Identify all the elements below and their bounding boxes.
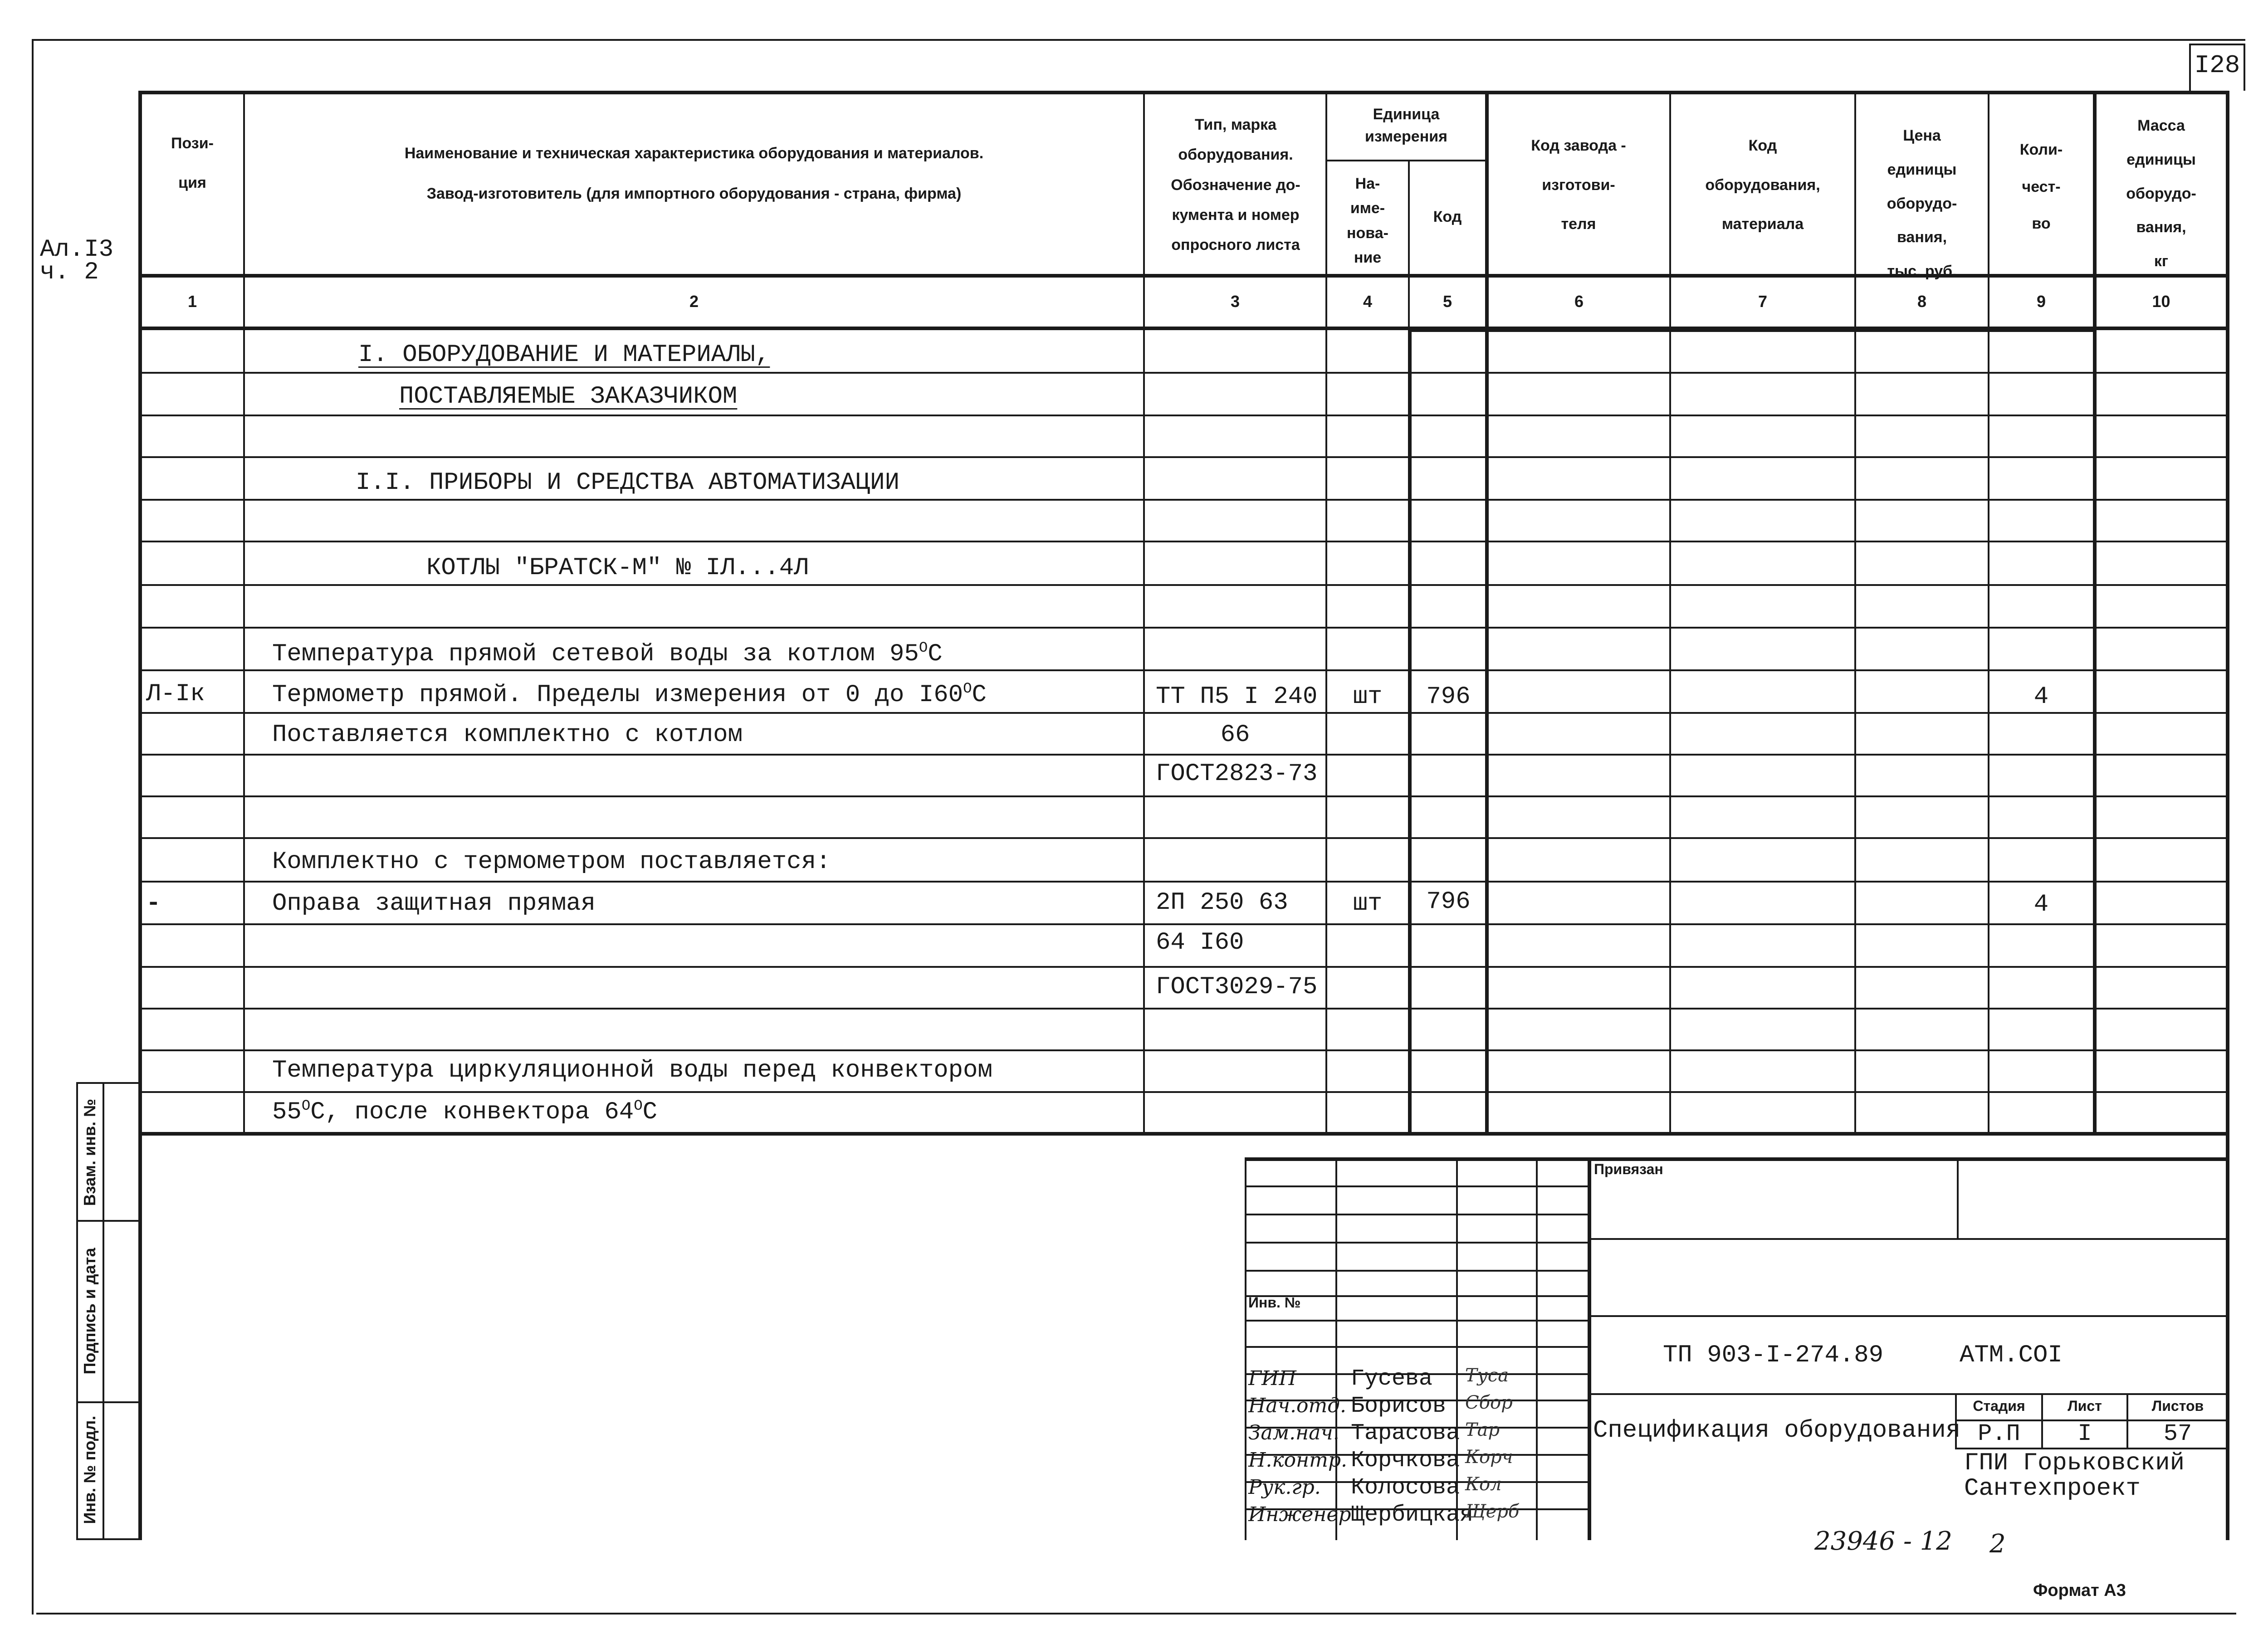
- col-num-7: 7: [1758, 292, 1768, 311]
- table-bottom: [138, 1132, 2229, 1136]
- signer-role: Рук.гр.: [1248, 1476, 1321, 1499]
- row-qty-sleeve: 4: [2033, 891, 2049, 918]
- stamp-sheet-value: I: [2077, 1420, 2092, 1447]
- row-divider: [138, 456, 2229, 458]
- side-stamp-sign-date: Подпись и дата: [80, 1248, 99, 1375]
- row-desc-circulation-temp-cont: $55^OC$, после конвектора $64^OC$: [272, 1097, 658, 1126]
- header-unit: Единица измерения: [1365, 106, 1447, 146]
- row-desc-sleeve: Оправа защитная прямая: [272, 890, 596, 917]
- stamp-top: [1245, 1157, 2229, 1161]
- stamp-stage-value: Р.П: [1978, 1420, 2020, 1447]
- boiler-title: КОТЛЫ "БРАТСК-М" № IЛ...4Л: [426, 554, 809, 582]
- header-mass: Масса единицы оборудо- вания, кг: [2126, 117, 2196, 270]
- row-type-gost-3029: ГОСТ3029-75: [1156, 973, 1318, 1001]
- format-label: Формат А3: [2033, 1581, 2126, 1600]
- row-divider: [138, 541, 2229, 542]
- row-desc-thermometer: Термометр прямой. Пределы измерения от 0 до $I60^OC$: [272, 680, 987, 709]
- row-unit-thermometer: шт: [1353, 683, 1383, 711]
- row-unit-sleeve: шт: [1353, 890, 1383, 917]
- row-divider: [138, 712, 2229, 714]
- signer-name: Колосова: [1351, 1475, 1460, 1501]
- row-divider: [138, 881, 2229, 883]
- row-divider: [138, 754, 2229, 756]
- row-divider: [138, 584, 2229, 586]
- stamp-row-divider: [1245, 1185, 1589, 1187]
- table-top: [138, 91, 2229, 94]
- stamp-org-line2: Сантехпроект: [1964, 1475, 2141, 1502]
- row-divider: [138, 1008, 2229, 1010]
- row-divider: [138, 923, 2229, 925]
- stamp-attached-label: Привязан: [1594, 1161, 1663, 1177]
- row-type-sleeve-cont: 64 I60: [1156, 929, 1244, 956]
- row-desc-forward-water-temp: Температура прямой сетевой воды за котлом $95^OC$: [272, 639, 943, 668]
- signer-signature: Туса: [1465, 1365, 1509, 1386]
- signer-role: Инженер: [1248, 1503, 1351, 1526]
- row-divider: [138, 966, 2229, 968]
- signer-role: Нач.отд.: [1248, 1394, 1347, 1417]
- row-code-thermometer: 796: [1426, 683, 1471, 711]
- signer-name: Борисов: [1351, 1393, 1447, 1419]
- stamp-row-divider: [1245, 1214, 1589, 1215]
- col-num-1: 1: [187, 292, 197, 311]
- signer-name: Гусева: [1351, 1366, 1433, 1392]
- row-desc-supplied-with-boiler: Поставляется комплектно с котлом: [272, 721, 743, 749]
- header-equipment-code: Код оборудования, материала: [1705, 137, 1820, 233]
- stamp-sheets-value: 57: [2163, 1420, 2192, 1447]
- row-desc-supplied-with-thermometer: Комплектно с термометром поставляется:: [272, 848, 831, 876]
- row-divider: [138, 499, 2229, 501]
- side-stamp-replace-inv: Взам. инв. №: [80, 1098, 99, 1206]
- section-title-1: I. ОБОРУДОВАНИЕ И МАТЕРИАЛЫ,: [358, 341, 770, 369]
- table-right: [2226, 91, 2229, 1540]
- signer-signature: Щерб: [1465, 1501, 1520, 1522]
- frame-bottom: [36, 1613, 2236, 1614]
- stamp-sheets-label: Листов: [2151, 1398, 2204, 1414]
- stamp-org-line1: ГПИ Горьковский: [1964, 1449, 2185, 1477]
- row-divider: [138, 837, 2229, 839]
- section-title-2: ПОСТАВЛЯЕМЫЕ ЗАКАЗЧИКОМ: [399, 383, 738, 410]
- stamp-doc-suffix: АТМ.СОI: [1960, 1341, 2063, 1369]
- signer-signature: Сбор: [1465, 1392, 1513, 1413]
- frame-left: [32, 39, 34, 1614]
- signer-signature: Кол: [1465, 1474, 1502, 1495]
- col-num-4: 4: [1363, 292, 1373, 311]
- header-name: Наименование и техническая характеристика оборудования и материалов. Завод-изготовитель (для импортного оборудования - страна, фирма): [404, 145, 984, 202]
- row-pos-sleeve: -: [146, 890, 161, 917]
- header-type: Тип, марка оборудования. Обозначение до- кумента и номер опросного листа: [1171, 116, 1300, 254]
- row-type-cont: 66: [1220, 721, 1250, 749]
- stamp-row-divider: [1245, 1346, 1589, 1348]
- row-type-gost-2823: ГОСТ2823-73: [1156, 760, 1318, 788]
- col-num-8: 8: [1917, 292, 1927, 311]
- side-stamp-inv-orig: Инв. № подл.: [80, 1415, 99, 1524]
- stamp-inv-label: Инв. №: [1248, 1294, 1301, 1311]
- stamp-doc-code: ТП 903-I-274.89: [1663, 1341, 1884, 1369]
- signer-name: Щербицкая: [1351, 1502, 1474, 1528]
- signer-name: Корчкова: [1351, 1448, 1460, 1473]
- col-num-6: 6: [1574, 292, 1584, 311]
- frame-top: [32, 39, 2245, 41]
- row-type-sleeve: 2П 250 63: [1156, 889, 1288, 917]
- row-divider: [138, 1091, 2229, 1093]
- header-unit-name: На- име- нова- ние: [1347, 175, 1388, 267]
- row-divider: [138, 415, 2229, 416]
- signer-signature: Корч: [1465, 1447, 1513, 1468]
- signer-role: Н.контр.: [1248, 1449, 1347, 1472]
- signer-role: ГИП: [1248, 1367, 1296, 1390]
- margin-ref-part: ч. 2: [40, 259, 99, 286]
- header-unit-code: Код: [1433, 208, 1462, 225]
- row-divider: [138, 627, 2229, 629]
- stamp-sheet-label: Лист: [2068, 1398, 2102, 1414]
- col-num-5: 5: [1442, 292, 1452, 311]
- row-qty-thermometer: 4: [2033, 683, 2049, 711]
- signer-role: Зам.нач.: [1248, 1421, 1339, 1444]
- col-num-3: 3: [1230, 292, 1240, 311]
- header-position: Пози- ция: [171, 135, 214, 191]
- row-divider: [138, 795, 2229, 797]
- sheet-number: I28: [2194, 51, 2240, 80]
- stamp-row-divider: [1245, 1320, 1589, 1322]
- signer-signature: Тар: [1465, 1419, 1500, 1440]
- header-quantity: Коли- чест- во: [2019, 141, 2063, 233]
- archive-number-suffix: 2: [1989, 1529, 2006, 1559]
- stamp-row-divider: [1245, 1270, 1589, 1272]
- row-divider: [138, 1049, 2229, 1051]
- signer-name: Тарасова: [1351, 1420, 1460, 1446]
- subsection-title: I.I. ПРИБОРЫ И СРЕДСТВА АВТОМАТИЗАЦИИ: [356, 469, 899, 497]
- row-desc-circulation-temp: Температура циркуляционной воды перед конвектором: [272, 1057, 992, 1084]
- col-num-2: 2: [689, 292, 699, 311]
- col-num-9: 9: [2036, 292, 2046, 311]
- stamp-doc-title: Спецификация оборудования: [1593, 1417, 1961, 1444]
- row-divider: [138, 372, 2229, 374]
- archive-number: 23946 - 12: [1814, 1527, 1952, 1556]
- row-type-thermometer: ТТ П5 I 240: [1156, 683, 1318, 711]
- header-factory-code: Код завода - изготови- теля: [1531, 137, 1626, 233]
- stamp-row-divider: [1245, 1242, 1589, 1244]
- header-price: Цена единицы оборудо- вания, тыс. руб.: [1887, 127, 1957, 280]
- row-pos-thermometer: Л-Iк: [146, 680, 205, 708]
- col-num-10: 10: [2152, 292, 2170, 311]
- row-code-sleeve: 796: [1426, 888, 1471, 916]
- margin-ref-album: Ал.I3: [40, 236, 114, 263]
- row-divider: [138, 669, 2229, 671]
- stamp-stage-label: Стадия: [1973, 1398, 2025, 1414]
